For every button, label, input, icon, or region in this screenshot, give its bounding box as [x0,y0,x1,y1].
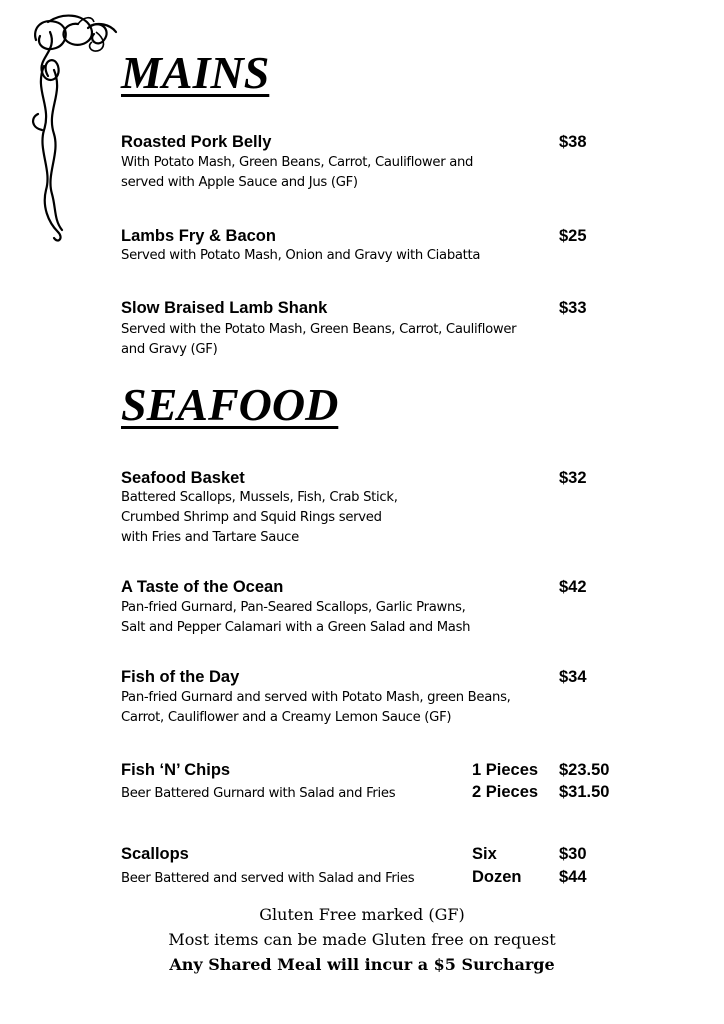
item-quantity: Dozen [472,868,522,886]
seafood-heading: SEAFOOD [121,379,339,430]
description-line: Crumbed Shrimp and Squid Rings served [121,510,382,525]
item-name: Seafood Basket [121,469,245,487]
item-price: $33 [559,299,587,317]
item-quantity: 2 Pieces [472,783,539,801]
item-price: $25 [559,227,587,245]
description-line: Served with Potato Mash, Onion and Gravy with Ciabatta [121,248,481,263]
description-line: Beer Battered and served with Salad and Fries [121,871,415,886]
description-line: Pan-fried Gurnard, Pan-Seared Scallops, Garlic Prawns, [121,600,466,615]
item-description [121,320,546,360]
celtic-knot-ornament-icon [28,10,118,245]
item-price: $31.50 [559,783,610,801]
item-price: $42 [559,578,587,596]
surcharge-note: Any Shared Meal will incur a $5 Surcharge [169,955,555,974]
item-name: Fish of the Day [121,668,240,686]
description-line: with Fries and Tartare Sauce [121,530,299,545]
description-line: Battered Scallops, Mussels, Fish, Crab Stick, [121,490,398,505]
description-line: Served with the Potato Mash, Green Beans, Carrot, Cauliflower [121,322,517,337]
item-name: A Taste of the Ocean [121,578,284,596]
item-price: $32 [559,469,587,487]
item-quantity: Six [472,845,497,863]
gluten-free-note: Gluten Free marked (GF) [259,905,465,924]
description-line: Salt and Pepper Calamari with a Green Salad and Mash [121,620,471,635]
item-description [121,153,546,193]
mains-heading: MAINS [121,47,270,98]
description-line: Beer Battered Gurnard with Salad and Fries [121,786,396,801]
item-price: $23.50 [559,761,610,779]
item-name: Lambs Fry & Bacon [121,227,276,245]
item-quantity: 1 Pieces [472,761,539,779]
item-price: $30 [559,845,587,863]
gluten-free-request-note: Most items can be made Gluten free on request [168,930,556,949]
item-price: $34 [559,668,587,686]
item-price: $44 [559,868,587,886]
description-line: served with Apple Sauce and Jus (GF) [121,175,358,190]
item-name: Fish ‘N’ Chips [121,761,231,779]
description-line: With Potato Mash, Green Beans, Carrot, Cauliflower and [121,155,474,170]
item-description [121,246,546,266]
item-description [121,598,546,638]
item-description [121,688,546,728]
item-description [121,488,546,548]
item-name: Roasted Pork Belly [121,133,272,151]
item-name: Scallops [121,845,189,863]
item-price: $38 [559,133,587,151]
item-name: Slow Braised Lamb Shank [121,299,328,317]
description-line: Carrot, Cauliflower and a Creamy Lemon Sauce (GF) [121,710,452,725]
description-line: and Gravy (GF) [121,342,218,357]
description-line: Pan-fried Gurnard and served with Potato Mash, green Beans, [121,690,511,705]
